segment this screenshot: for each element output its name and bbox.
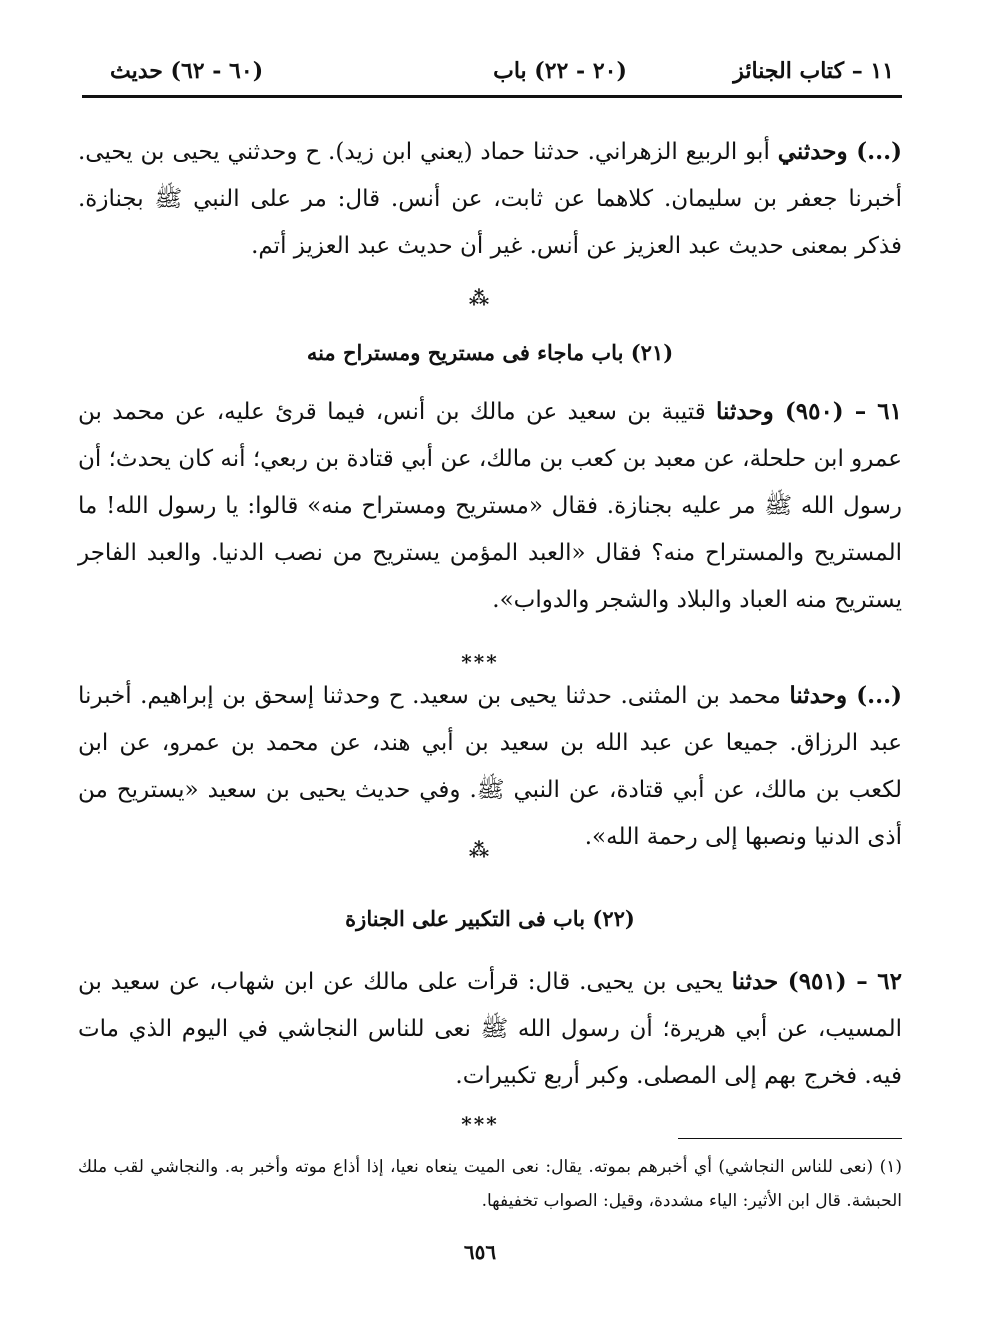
footnote-rule (678, 1138, 902, 1139)
header-chapter-range: (٢٠ - ٢٢) باب (493, 58, 627, 84)
separator-stars: ⁂ (468, 286, 492, 310)
running-header (90, 52, 902, 96)
paragraph-lead: ٦٢ – (٩٥١) حدثنا (731, 968, 902, 995)
chapter-heading-21: (٢١) باب ماجاء فى مستريح ومستراح منه (306, 340, 674, 365)
paragraph-body: قتيبة بن سعيد عن مالك بن أنس، فيما قرئ عليه، عن محمد بن عمرو ابن حلحلة، عن معبد بن كعب بن مالك، عن أبي قتادة بن ربعي؛ أنه كان يحدث؛ أن رسول الله ﷺ مر عليه بجنازة. فقال «مستريح ومستراح منه» قالوا: يا رسول الله! ما المستريح والمستراح منه؟ فقال «العبد المؤمن يستريح من نصب الدنيا. والعبد الفاجر يستريح منه العباد والبلاد والشجر والدواب». (78, 399, 902, 613)
paragraph-hadith-continuation-2 (78, 672, 902, 861)
separator-stars: *** (461, 1112, 499, 1136)
paragraph-lead: ٦١ – (٩٥٠) وحدثنا (716, 398, 902, 425)
paragraph-hadith-61 (78, 388, 902, 624)
header-hadith-range: (٦٠ - ٦٢) حديث (110, 58, 264, 84)
separator-stars: *** (461, 650, 499, 674)
paragraph-hadith-continuation-1 (78, 128, 902, 270)
header-book-title: ١١ – كتاب الجنائز (733, 58, 894, 84)
separator-stars: ⁂ (468, 838, 492, 862)
footnote: (١) (نعى للناس النجاشي) أي أخبرهم بموته. يقال: نعى الميت ينعاه نعيا، إذا أذاع موته وأخبر به. والنجاشي لقب ملك الحبشة. قال ابن الأثير: الياء مشددة، وقيل: الصواب تخفيفها. (78, 1157, 902, 1211)
paragraph-hadith-62 (78, 958, 902, 1100)
paragraph-body: يحيى بن يحيى. قال: قرأت على مالك عن ابن شهاب، عن سعيد بن المسيب، عن أبي هريرة؛ أن رسول الله ﷺ نعى للناس النجاشي في اليوم الذي مات فيه. فخرج بهم إلى المصلى. وكبر أربع تكبيرات. (78, 969, 902, 1089)
header-rule (82, 95, 902, 98)
paragraph-lead: (...) وحدثني (777, 138, 902, 165)
paragraph-body: أبو الربيع الزهراني. حدثنا حماد (يعني ابن زيد). ح وحدثني يحيى بن يحيى. أخبرنا جعفر بن سليمان. كلاهما عن ثابت، عن أنس. قال: مر على النبي ﷺ بجنازة. فذكر بمعنى حديث عبد العزيز عن أنس. غير أن حديث عبد العزيز أتم. (78, 139, 902, 259)
paragraph-body: محمد بن المثنى. حدثنا يحيى بن سعيد. ح وحدثنا إسحق بن إبراهيم. أخبرنا عبد الرزاق. جميعا عن عبد الله بن سعيد بن أبي هند، عن محمد بن عمرو، عن ابن لكعب بن مالك، عن أبي قتادة، عن النبي ﷺ. وفي حديث يحيى بن سعيد «يستريح من أذى الدنيا ونصبها إلى رحمة الله». (78, 683, 902, 850)
chapter-heading-22: (٢٢) باب فى التكبير على الجنازة (345, 906, 635, 931)
paragraph-lead: (...) وحدثنا (789, 682, 902, 709)
page-number: ٦٥٦ (463, 1240, 497, 1264)
